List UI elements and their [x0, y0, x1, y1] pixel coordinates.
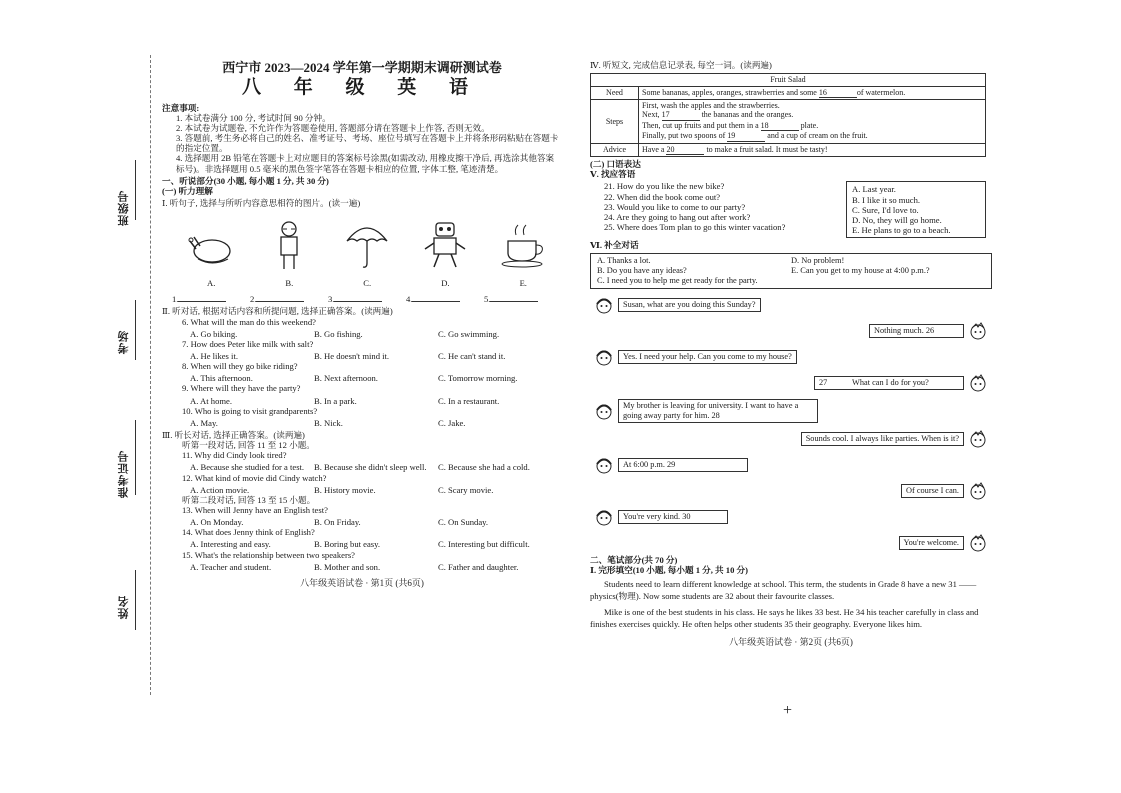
option: A. He likes it. — [190, 350, 238, 361]
notice-title: 注意事项: — [162, 102, 200, 113]
advice-cell — [639, 143, 986, 156]
question: 6. What will the man do this weekend? — [182, 316, 316, 327]
boy-face-icon — [968, 429, 988, 449]
need-text: Some bananas, apples, oranges, strawberries and some — [642, 87, 817, 97]
notice-item: 2. 本试卷为试题卷, 不允许作为答题卷使用, 答题部分请在答题卡上作答, 否则无效。 — [176, 123, 490, 134]
question-options — [162, 517, 562, 527]
question-options — [162, 351, 562, 361]
dialog-option — [791, 276, 985, 286]
question: 10. Who is going to visit grandparents? — [182, 405, 318, 416]
option: B. In a park. — [314, 395, 357, 406]
page-footer: 八年级英语试卷 · 第1页 (共6页) — [300, 577, 424, 588]
speech-bubble: 27 What can I do for you? — [814, 376, 964, 390]
blank-number: 5. — [484, 294, 491, 305]
option: C. Jake. — [438, 417, 466, 428]
picture-row — [172, 214, 562, 276]
answer-blank — [334, 301, 382, 302]
notice-list — [162, 113, 562, 174]
dialog-line-left — [590, 347, 992, 367]
dialog-option: E. Can you get to my house at 4:00 p.m.? — [791, 266, 930, 276]
girl-face-icon — [594, 455, 614, 475]
option: A. Interesting and easy. — [190, 539, 271, 550]
cloze-paragraph: Mike is one of the best students in his class. He says he likes 33 best. He 34 his teacher carefully in class and finishes exercises quickly. He often helps other students 35 their geography. Everyone likes him. — [590, 606, 979, 630]
step-line — [642, 101, 982, 110]
picture-letters — [172, 278, 562, 288]
step-text: the bananas and the oranges. — [701, 110, 794, 120]
option: C. Tomorrow morning. — [438, 373, 518, 384]
question-options — [162, 539, 562, 549]
exam-title: 西宁市 2023—2024 学年第一学期期末调研测试卷 — [222, 60, 502, 75]
option: A. Go biking. — [190, 328, 238, 339]
question-options — [162, 562, 562, 572]
need-text: of watermelon. — [856, 87, 906, 97]
registration-mark-icon: + — [783, 702, 793, 719]
dialog-option: D. No problem! — [791, 256, 845, 266]
answer-blank — [490, 301, 538, 302]
step-line — [642, 131, 982, 141]
match-question: 23. Would you like to come to our party? — [604, 201, 746, 212]
dialog-line-right — [590, 321, 992, 341]
option: B. Because she didn't sleep well. — [314, 462, 427, 473]
option: B. History movie. — [314, 484, 376, 495]
robot-icon — [422, 219, 468, 271]
option: B. Boring but easy. — [314, 539, 381, 550]
page-2 — [590, 60, 992, 647]
picture-letter: E. — [519, 278, 527, 289]
side-label-room: 考场 — [118, 330, 130, 354]
step-text: Next, — [642, 110, 660, 120]
dialog-line-right — [590, 429, 992, 449]
advice-label: Advice — [591, 143, 639, 156]
side-fill-class — [135, 160, 136, 220]
question: 9. Where will they have the party? — [182, 383, 301, 394]
girl-face-icon — [594, 295, 614, 315]
advice-text: to make a fruit salad. It must be tasty! — [706, 144, 828, 154]
dialog — [590, 295, 992, 553]
exam-subtitle: 八 年 级 英 语 — [241, 77, 482, 99]
man-with-glasses-icon — [266, 219, 312, 271]
page-footer: 八年级英语试卷 · 第2页 (共6页) — [729, 636, 853, 647]
girl-face-icon — [594, 401, 614, 421]
question-options — [162, 396, 562, 406]
dialog-line-left — [590, 507, 992, 527]
option: A. On Monday. — [190, 517, 244, 528]
girl-face-icon — [594, 347, 614, 367]
speech-bubble: At 6:00 p.m. 29 — [618, 458, 748, 472]
question: 7. How does Peter like milk with salt? — [182, 338, 314, 349]
picture-letter: B. — [285, 278, 294, 289]
option: C. In a restaurant. — [438, 395, 500, 406]
question: 13. When will Jenny have an English test? — [182, 504, 328, 515]
need-cell — [639, 86, 986, 99]
dialog-line-right — [590, 373, 992, 393]
dialog-option: A. Thanks a lot. — [597, 256, 651, 266]
side-label-name: 姓名 — [118, 595, 130, 619]
match-question: 24. Are they going to hang out after work? — [604, 211, 751, 222]
answer-blank — [256, 301, 304, 302]
option: B. Next afternoon. — [314, 373, 378, 384]
steps-cell — [639, 100, 986, 144]
option: B. On Friday. — [314, 517, 361, 528]
dialog-option: C. I need you to help me get ready for the party. — [597, 276, 758, 286]
match-answer: C. Sure, I'd love to. — [852, 204, 919, 215]
conversation-2-note: 听第二段对话, 回答 13 至 15 小题。 — [182, 494, 316, 505]
speech-bubble: Yes. I need your help. Can you come to my house? — [618, 350, 797, 364]
option: B. He doesn't mind it. — [314, 350, 390, 361]
dialog-option: B. Do you have any ideas? — [597, 266, 687, 276]
blank-number: 4. — [406, 294, 413, 305]
speech-bubble: You're welcome. — [899, 536, 965, 550]
blank-20: 20 — [666, 145, 704, 155]
speech-bubble: You're very kind. 30 — [618, 510, 728, 524]
option: C. Scary movie. — [438, 484, 494, 495]
option: A. May. — [190, 417, 218, 428]
advice-text: Have a — [642, 144, 665, 154]
match-answers-box — [846, 181, 986, 238]
blank-number: 2. — [250, 294, 257, 305]
match-section — [590, 181, 992, 238]
sub-speaking: (二) 口语表达 — [590, 159, 641, 170]
tea-cup-icon — [500, 219, 546, 271]
option: C. Interesting but difficult. — [438, 539, 530, 550]
blank-17: 17 — [662, 110, 700, 120]
step-text: and a cup of cream on the fruit. — [767, 131, 868, 141]
question: 15. What's the relationship between two speakers? — [182, 549, 355, 560]
picture-letter: C. — [363, 278, 372, 289]
question: 12. What kind of movie did Cindy watch? — [182, 472, 327, 483]
option: B. Mother and son. — [314, 561, 381, 572]
speech-bubble: My brother is leaving for university. I want to have a going away party for him. 28 — [618, 399, 818, 423]
blank-number: 3. — [328, 294, 335, 305]
option: C. Because she had a cold. — [438, 462, 530, 473]
need-label: Need — [591, 86, 639, 99]
blank-number: 1. — [172, 294, 179, 305]
step-text: plate. — [800, 120, 819, 130]
section-writing: 二、笔试部分(共 70 分) — [590, 554, 678, 565]
step-text: First, wash the apples and the strawberries. — [642, 101, 780, 111]
notice-item: 4. 选择题用 2B 铅笔在答题卡上对应题目的答案标号涂黑(如需改动, 用橡皮擦干净后, 再选涂其他答案标号)。非选择题用 0.5 毫米的黑色签字笔答在答题卡相应的位置, 字体工整, 笔迹清楚。 — [176, 153, 555, 174]
steps-label: Steps — [591, 100, 639, 144]
speech-bubble: Nothing much. 26 — [869, 324, 964, 338]
blank-16: 16 — [819, 88, 857, 98]
step-text: Finally, put two spoons of — [642, 131, 726, 141]
side-fill-exam-id — [135, 420, 136, 495]
match-answer: B. I like it so much. — [852, 194, 921, 205]
boy-face-icon — [968, 533, 988, 553]
roast-chicken-icon — [188, 219, 234, 271]
section-listening: 一、听说部分(30 小题, 每小题 1 分, 共 30 分) — [162, 175, 329, 186]
option: C. Father and daughter. — [438, 561, 519, 572]
part-1-title: Ⅰ. 听句子, 选择与所听内容意思相符的图片。(读一遍) — [162, 198, 361, 208]
blank-18: 18 — [761, 121, 799, 131]
option: C. On Sunday. — [438, 517, 489, 528]
match-answer: D. No, they will go home. — [852, 214, 942, 225]
question-options — [162, 485, 562, 495]
answer-blank — [412, 301, 460, 302]
boy-face-icon — [968, 321, 988, 341]
speech-bubble: Of course I can. — [901, 484, 964, 498]
option: A. At home. — [190, 395, 233, 406]
option: A. Because she studied for a test. — [190, 462, 305, 473]
step-line — [642, 110, 982, 120]
side-fill-name — [135, 570, 136, 630]
speech-bubble: Sounds cool. I always like parties. When is it? — [801, 432, 964, 446]
page-1 — [162, 60, 562, 588]
part-6-title: Ⅵ. 补全对话 — [590, 240, 639, 251]
boy-face-icon — [968, 481, 988, 501]
match-answer: E. He plans to go to a beach. — [852, 225, 951, 236]
side-fill-room — [135, 300, 136, 360]
question: 8. When will they go bike riding? — [182, 361, 298, 372]
question-options — [162, 462, 562, 472]
boy-face-icon — [968, 373, 988, 393]
fruit-salad-table — [590, 73, 986, 157]
binding-line — [150, 55, 151, 695]
part-3-title: Ⅲ. 听长对话, 选择正确答案。(读两遍) — [162, 429, 305, 440]
option: B. Nick. — [314, 417, 343, 428]
picture-letter: D. — [441, 278, 450, 289]
option: A. Teacher and student. — [190, 561, 272, 572]
part-2-questions — [162, 317, 562, 428]
conversation-1-note: 听第一段对话, 回答 11 至 12 小题。 — [182, 440, 315, 451]
option: B. Go fishing. — [314, 328, 363, 339]
blank-19: 19 — [727, 131, 765, 141]
question-options — [162, 418, 562, 428]
dialog-line-left — [590, 295, 992, 315]
picture-letter: A. — [207, 278, 216, 289]
notice-item: 1. 本试卷满分 100 分, 考试时间 90 分钟。 — [176, 112, 331, 123]
option: A. Action movie. — [190, 484, 250, 495]
match-answer: A. Last year. — [852, 184, 896, 195]
part-4-title: Ⅳ. 听短文, 完成信息记录表, 每空一词。(读两遍) — [590, 60, 772, 70]
table-title: Fruit Salad — [591, 74, 986, 86]
question: 14. What does Jenny think of English? — [182, 527, 315, 538]
match-question: 21. How do you like the new bike? — [604, 181, 725, 192]
option: C. Go swimming. — [438, 328, 500, 339]
step-line — [642, 121, 982, 131]
match-questions — [590, 181, 785, 238]
umbrella-icon — [344, 219, 390, 271]
dialog-line-left — [590, 455, 992, 475]
part-5-title: Ⅴ. 找应答语 — [590, 169, 636, 180]
question-options — [162, 329, 562, 339]
option: C. He can't stand it. — [438, 350, 506, 361]
question: 11. Why did Cindy look tired? — [182, 450, 287, 461]
side-label-exam-id: 准考证号 — [118, 450, 130, 498]
dialog-line-left — [590, 399, 992, 423]
match-question: 22. When did the book come out? — [604, 191, 721, 202]
side-label-class: 班级号 — [118, 190, 130, 226]
dialog-line-right — [590, 533, 992, 553]
part-2-title: Ⅱ. 听对话, 根据对话内容和所提问题, 选择正确答案。(读两遍) — [162, 306, 393, 317]
girl-face-icon — [594, 507, 614, 527]
step-text: Then, cut up fruits and put them in a — [642, 120, 759, 130]
answer-blanks — [172, 294, 562, 304]
notice-item: 3. 答题前, 考生务必将自己的姓名、准考证号、考场、座位号填写在答题卡上并将条形码粘贴在答题卡的指定位置。 — [176, 133, 559, 154]
dialog-line-right — [590, 481, 992, 501]
question-options — [162, 373, 562, 383]
match-question: 25. Where does Tom plan to go this winter vacation? — [604, 222, 786, 233]
sub-listening: (一) 听力理解 — [162, 185, 213, 196]
answer-blank — [178, 301, 226, 302]
dialog-options-box — [590, 253, 992, 289]
speech-bubble: Susan, what are you doing this Sunday? — [618, 298, 761, 312]
option: A. This afternoon. — [190, 373, 253, 384]
cloze-paragraph: Students need to learn different knowledge at school. This term, the students in Grade 8 have a new 31 ——physics(物理). Now some students are 32 about their favourite classes. — [590, 578, 977, 602]
part-7-title: Ⅰ. 完形填空(10 小题, 每小题 1 分, 共 10 分) — [590, 564, 748, 575]
